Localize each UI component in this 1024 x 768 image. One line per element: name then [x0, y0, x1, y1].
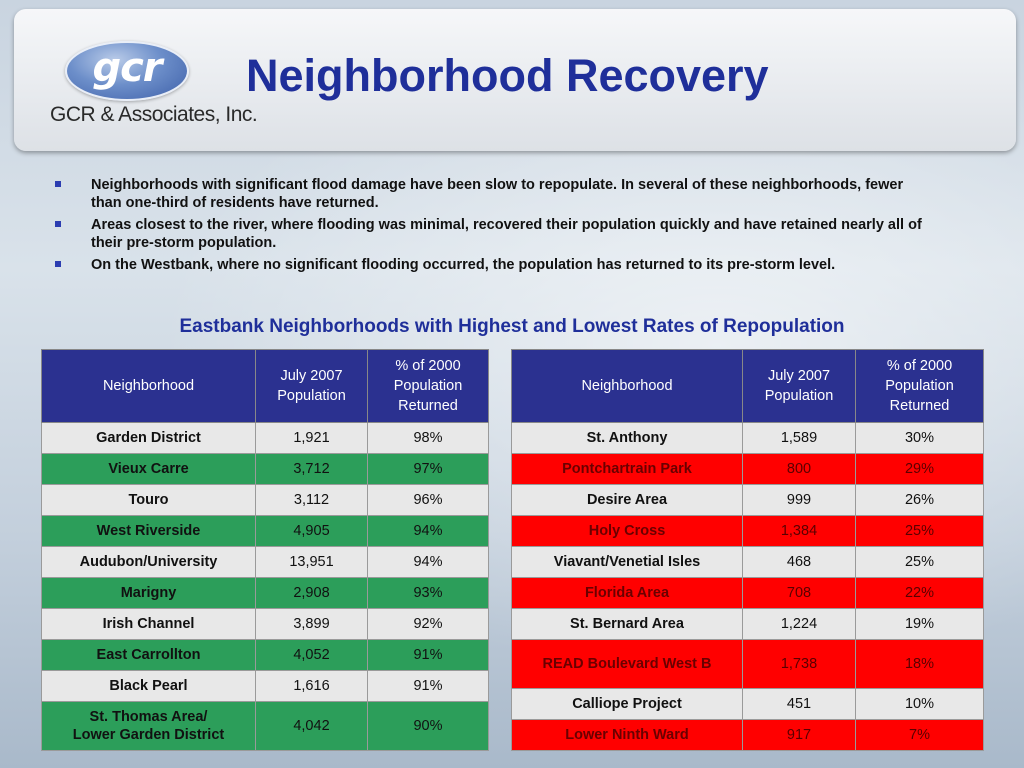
- header-population: July 2007 Population: [256, 350, 368, 423]
- neighborhood-cell: Black Pearl: [42, 671, 256, 702]
- table-row: [42, 547, 489, 578]
- neighborhood-cell: READ Boulevard West B: [512, 640, 743, 689]
- percent-cell: 94%: [368, 516, 489, 547]
- table-row: [42, 671, 489, 702]
- table-header-row: [42, 350, 489, 423]
- population-cell: 4,042: [256, 702, 368, 751]
- population-cell: 800: [743, 454, 856, 485]
- neighborhood-cell: Lower Ninth Ward: [512, 720, 743, 751]
- percent-cell: 22%: [856, 578, 984, 609]
- table-row: [42, 423, 489, 454]
- lowest-repopulation-table: [511, 349, 984, 751]
- table-row: [42, 640, 489, 671]
- neighborhood-cell: Touro: [42, 485, 256, 516]
- table-row: [512, 454, 984, 485]
- percent-cell: 19%: [856, 609, 984, 640]
- header-percent-returned: % of 2000 Population Returned: [368, 350, 489, 423]
- population-cell: 451: [743, 689, 856, 720]
- logo-mark: gcr: [92, 45, 162, 91]
- table-row: [42, 702, 489, 751]
- neighborhood-cell: Pontchartrain Park: [512, 454, 743, 485]
- population-cell: 4,052: [256, 640, 368, 671]
- table-row: [512, 547, 984, 578]
- population-cell: 468: [743, 547, 856, 578]
- table-header-row: [512, 350, 984, 423]
- population-cell: 708: [743, 578, 856, 609]
- table-row: [512, 689, 984, 720]
- bullet-item: [55, 176, 935, 212]
- bullet-marker-icon: [55, 261, 61, 267]
- percent-cell: 91%: [368, 640, 489, 671]
- neighborhood-cell: Irish Channel: [42, 609, 256, 640]
- neighborhood-cell: Viavant/Venetial Isles: [512, 547, 743, 578]
- population-cell: 1,224: [743, 609, 856, 640]
- highest-repopulation-table: [41, 349, 489, 751]
- percent-cell: 94%: [368, 547, 489, 578]
- population-cell: 1,589: [743, 423, 856, 454]
- percent-cell: 7%: [856, 720, 984, 751]
- header-neighborhood: Neighborhood: [512, 350, 743, 423]
- percent-cell: 26%: [856, 485, 984, 516]
- neighborhood-cell: Calliope Project: [512, 689, 743, 720]
- table-row: [512, 423, 984, 454]
- neighborhood-cell: East Carrollton: [42, 640, 256, 671]
- population-cell: 13,951: [256, 547, 368, 578]
- population-cell: 3,112: [256, 485, 368, 516]
- table-row: [42, 485, 489, 516]
- population-cell: 1,738: [743, 640, 856, 689]
- percent-cell: 25%: [856, 547, 984, 578]
- table-row: [512, 640, 984, 689]
- table-row: [512, 578, 984, 609]
- header-neighborhood: Neighborhood: [42, 350, 256, 423]
- percent-cell: 30%: [856, 423, 984, 454]
- page-title: Neighborhood Recovery: [246, 50, 769, 101]
- percent-cell: 93%: [368, 578, 489, 609]
- bullet-text: On the Westbank, where no significant flooding occurred, the population has returned to its pre-storm level.: [91, 257, 836, 273]
- population-cell: 1,616: [256, 671, 368, 702]
- neighborhood-cell: Holy Cross: [512, 516, 743, 547]
- population-cell: 917: [743, 720, 856, 751]
- neighborhood-cell: Vieux Carre: [42, 454, 256, 485]
- table-row: [42, 609, 489, 640]
- table-row: [512, 516, 984, 547]
- population-cell: 3,712: [256, 454, 368, 485]
- percent-cell: 90%: [368, 702, 489, 751]
- header-percent-returned: % of 2000 Population Returned: [856, 350, 984, 423]
- bullet-item: [55, 256, 935, 274]
- company-name: GCR & Associates, Inc.: [50, 103, 258, 126]
- bullet-list: [55, 176, 935, 278]
- percent-cell: 98%: [368, 423, 489, 454]
- percent-cell: 91%: [368, 671, 489, 702]
- percent-cell: 92%: [368, 609, 489, 640]
- population-cell: 4,905: [256, 516, 368, 547]
- percent-cell: 97%: [368, 454, 489, 485]
- bullet-marker-icon: [55, 181, 61, 187]
- percent-cell: 96%: [368, 485, 489, 516]
- neighborhood-cell: Audubon/University: [42, 547, 256, 578]
- bullet-item: [55, 216, 935, 252]
- neighborhood-cell: St. Anthony: [512, 423, 743, 454]
- neighborhood-cell: Desire Area: [512, 485, 743, 516]
- table-row: [512, 720, 984, 751]
- table-row: [42, 578, 489, 609]
- header-population: July 2007 Population: [743, 350, 856, 423]
- percent-cell: 25%: [856, 516, 984, 547]
- percent-cell: 18%: [856, 640, 984, 689]
- bullet-text: Areas closest to the river, where flooding was minimal, recovered their population quickly and have retained nearly all of their pre-storm population.: [91, 217, 922, 251]
- table-row: [42, 454, 489, 485]
- bullet-marker-icon: [55, 221, 61, 227]
- table-row: [512, 609, 984, 640]
- table-row: [42, 516, 489, 547]
- population-cell: 1,921: [256, 423, 368, 454]
- neighborhood-cell: West Riverside: [42, 516, 256, 547]
- neighborhood-cell: St. Bernard Area: [512, 609, 743, 640]
- neighborhood-cell: Garden District: [42, 423, 256, 454]
- neighborhood-cell: Marigny: [42, 578, 256, 609]
- bullet-text: Neighborhoods with significant flood damage have been slow to repopulate. In several of these neighborhoods, fewer than one-third of residents have returned.: [91, 177, 904, 211]
- neighborhood-cell: St. Thomas Area/ Lower Garden District: [42, 702, 256, 751]
- gcr-logo: [48, 41, 258, 136]
- percent-cell: 29%: [856, 454, 984, 485]
- table-row: [512, 485, 984, 516]
- percent-cell: 10%: [856, 689, 984, 720]
- neighborhood-cell: Florida Area: [512, 578, 743, 609]
- population-cell: 1,384: [743, 516, 856, 547]
- population-cell: 2,908: [256, 578, 368, 609]
- population-cell: 3,899: [256, 609, 368, 640]
- table-caption: Eastbank Neighborhoods with Highest and Lowest Rates of Repopulation: [179, 316, 845, 337]
- population-cell: 999: [743, 485, 856, 516]
